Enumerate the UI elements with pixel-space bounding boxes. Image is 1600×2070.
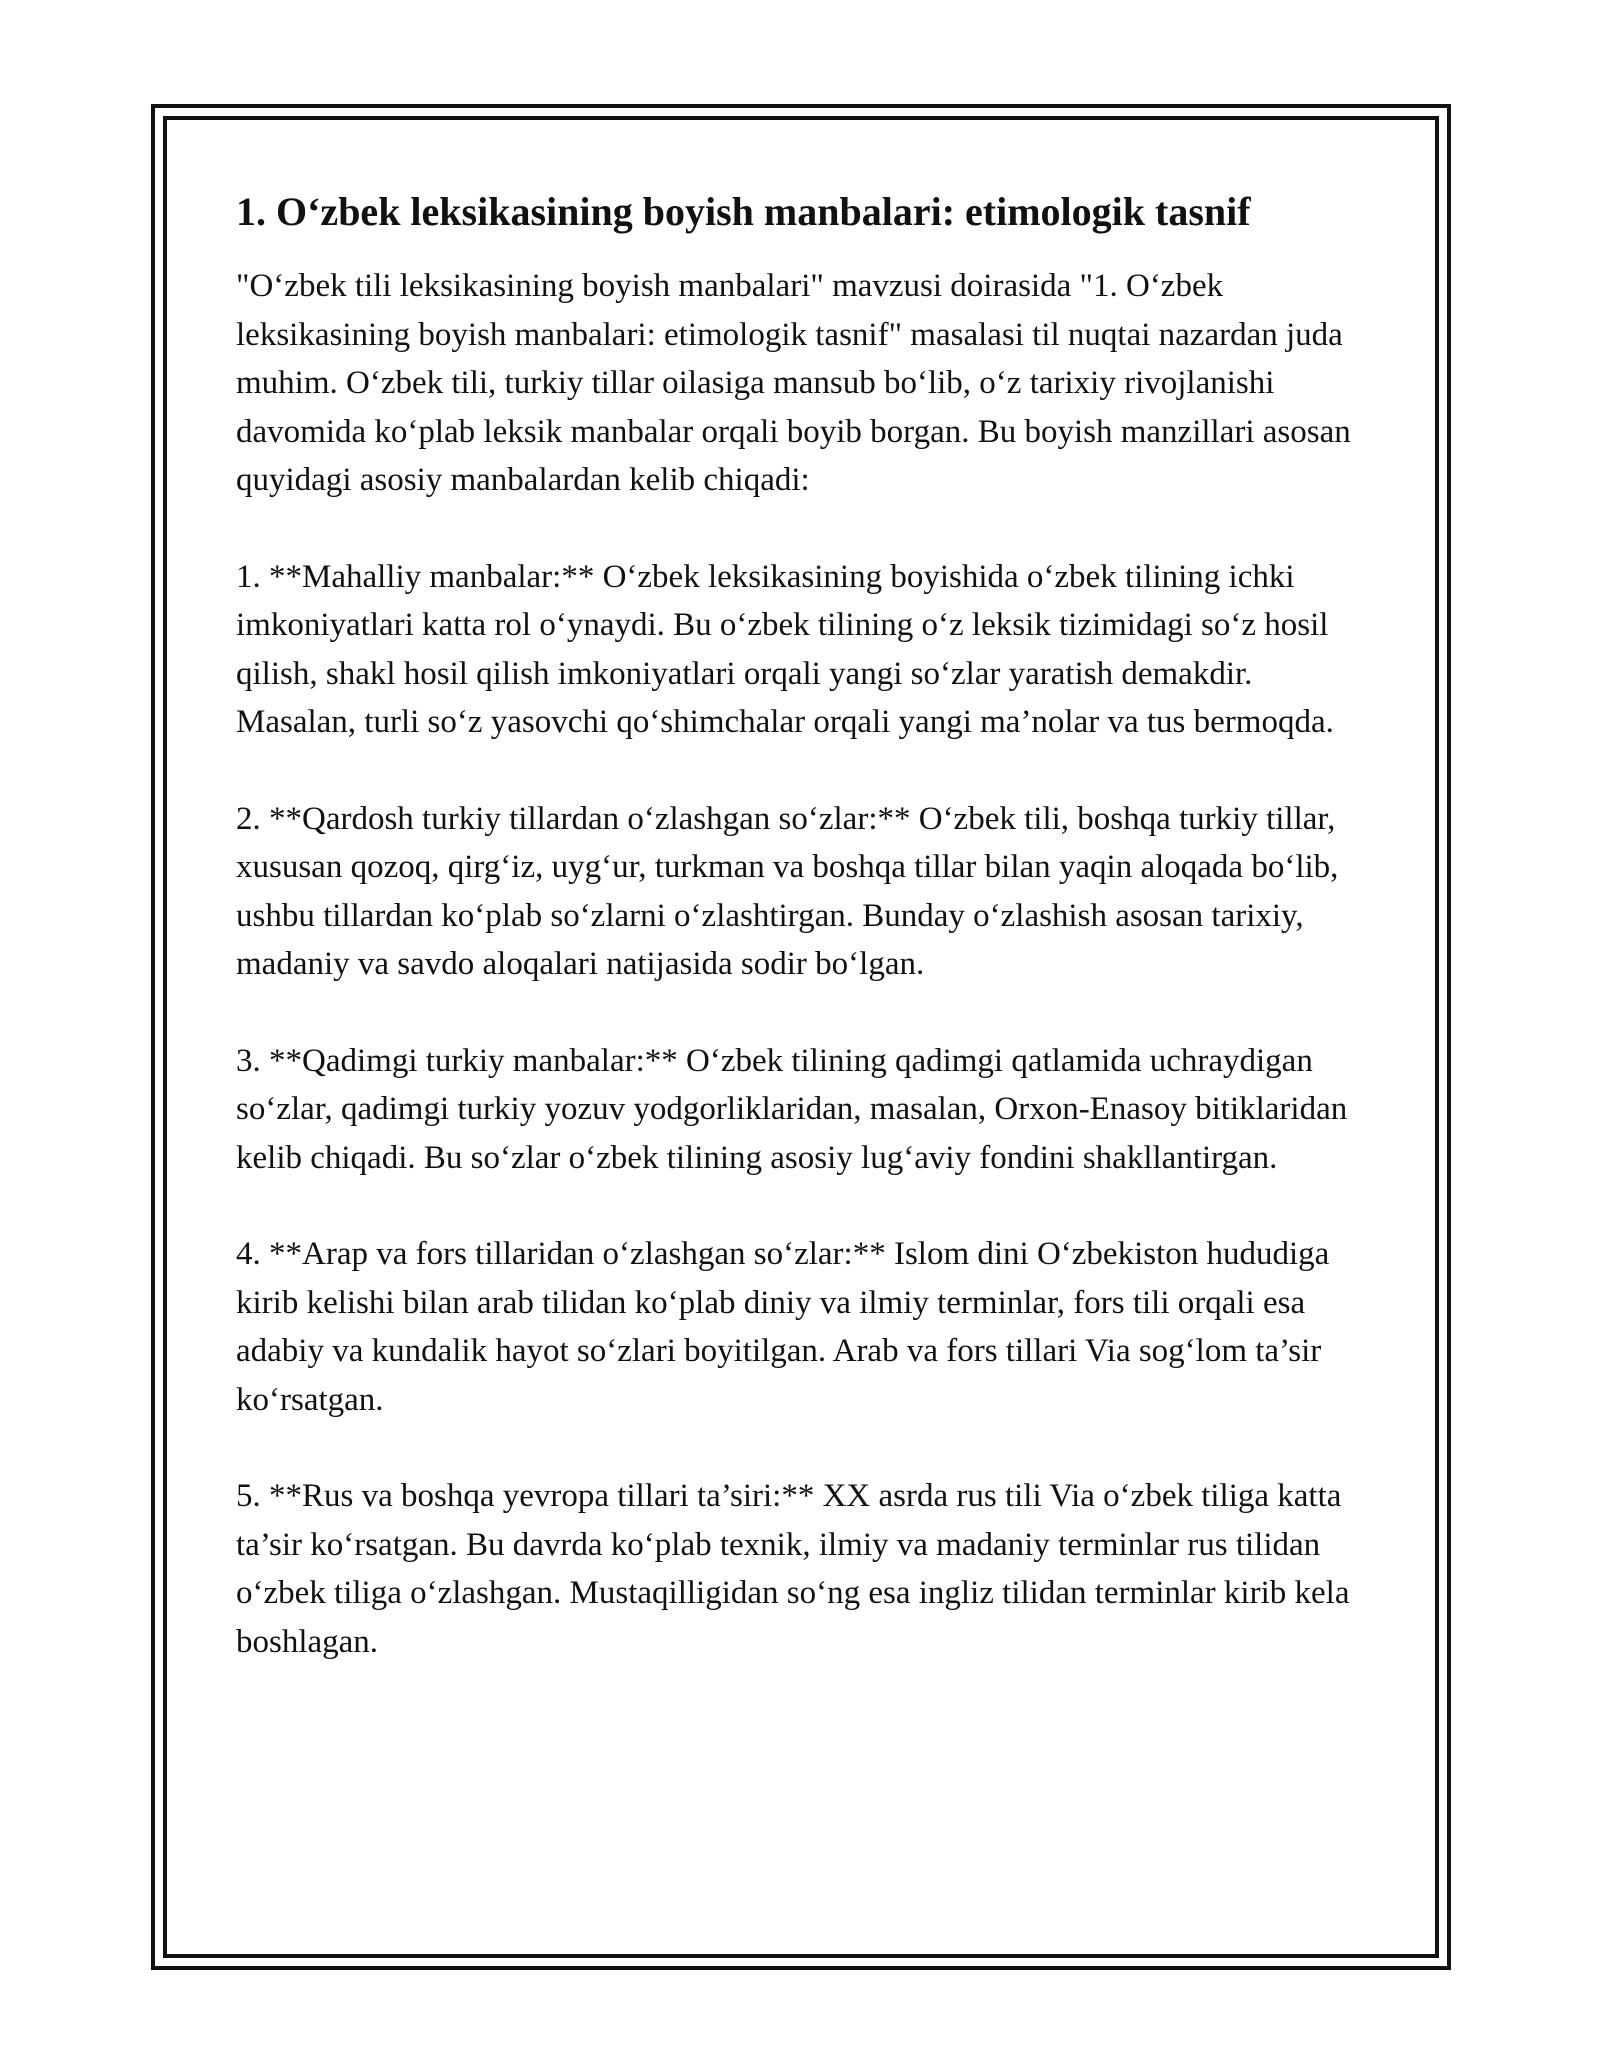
paragraph-item-1: 1. **Mahalliy manbalar:** O‘zbek leksikasining boyishida o‘zbek tilining ichki imkoniyatlari katta rol o‘ynaydi. Bu o‘zbek tilining o‘z leksik tizimidagi so‘z hosil qilish, shakl hosil qilish imkoniyatlari orqali yangi so‘zlar yaratish demakdir. Masalan, turli so‘z yasovchi qo‘shimchalar orqali yangi ma’nolar va tus bermoqda. [236,558,1334,740]
document-title: 1. O‘zbek leksikasining boyish manbalari: etimologik tasnif [236,189,1251,234]
paragraph-item-2: 2. **Qardosh turkiy tillardan o‘zlashgan so‘zlar:** O‘zbek tili, boshqa turkiy tillar, xususan qozoq, qirg‘iz, uyg‘ur, turkman va boshqa tillar bilan yaqin aloqada bo‘lib, ushbu tillardan ko‘plab so‘zlarni o‘zlashtirgan. Bunday o‘zlashish asosan tarixiy, madaniy va savdo aloqalari natijasida sodir bo‘lgan. [236,800,1339,982]
intro-paragraph: "O‘zbek tili leksikasining boyish manbalari" mavzusi doirasida "1. O‘zbek leksikasining boyish manbalari: etimologik tasnif" masalasi til nuqtai nazardan juda muhim. O‘zbek tili, turkiy tillar oilasiga mansub bo‘lib, o‘z tarixiy rivojlanishi davomida ko‘plab leksik manbalar orqali boyib borgan. Bu boyish manzillari asosan quyidagi asosiy manbalardan kelib chiqadi: [236,268,1351,498]
paragraph-item-4: 4. **Arap va fors tillaridan o‘zlashgan so‘zlar:** Islom dini O‘zbekiston hududiga kirib kelishi bilan arab tilidan ko‘plab diniy va ilmiy terminlar, fors tili orqali esa adabiy va kundalik hayot so‘zlari boyitilgan. Arab va fors tillari Via sog‘lom ta’sir ko‘rsatgan. [236,1236,1330,1418]
paragraph-item-5: 5. **Rus va boshqa yevropa tillari ta’siri:** XX asrda rus tili Via o‘zbek tiliga katta ta’sir ko‘rsatgan. Bu davrda ko‘plab texnik, ilmiy va madaniy terminlar rus tilidan o‘zbek tiliga o‘zlashgan. Mustaqilligidan so‘ng esa ingliz tilidan terminlar kirib kela boshlagan. [236,1478,1350,1660]
document-body [236,184,1376,1714]
paragraph-item-3: 3. **Qadimgi turkiy manbalar:** O‘zbek tilining qadimgi qatlamida uchraydigan so‘zlar, qadimgi turkiy yozuv yodgorliklaridan, masalan, Orxon-Enasoy bitiklaridan kelib chiqadi. Bu so‘zlar o‘zbek tilining asosiy lug‘aviy fondini shakllantirgan. [236,1042,1348,1176]
